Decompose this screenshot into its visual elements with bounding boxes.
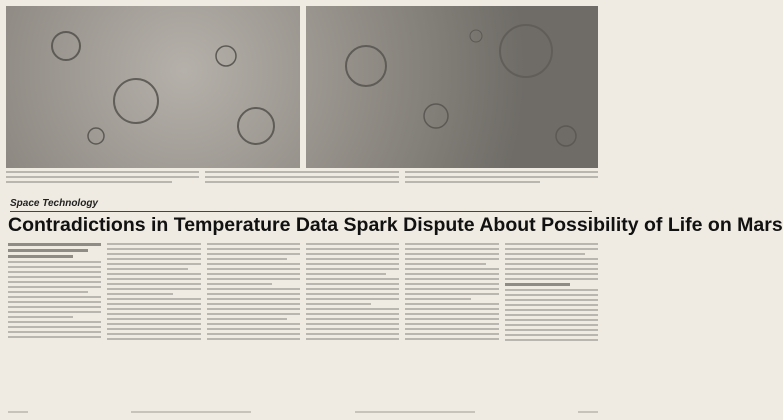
body-column: [505, 240, 598, 403]
body-column: [107, 240, 200, 403]
page-number-right: [578, 411, 598, 413]
body-column: [405, 240, 498, 403]
page-footer: [8, 408, 598, 416]
photo-caption: [6, 168, 598, 192]
photo-gutter: [300, 6, 306, 168]
section-label: Space Technology: [10, 198, 98, 209]
body-column: [306, 240, 399, 403]
caption-column: [205, 168, 398, 192]
page-number-left: [8, 411, 28, 413]
body-column: [8, 240, 101, 403]
article-body: [8, 240, 598, 403]
running-footer-right: [355, 411, 475, 413]
body-column: [207, 240, 300, 403]
running-footer-left: [131, 411, 251, 413]
mars-surface-photo: [6, 6, 598, 168]
caption-column: [6, 168, 199, 192]
article-headline: Contradictions in Temperature Data Spark Dispute About Possibility of Life on Mars: [8, 214, 783, 236]
section-rule: [10, 211, 592, 212]
caption-column: [405, 168, 598, 192]
